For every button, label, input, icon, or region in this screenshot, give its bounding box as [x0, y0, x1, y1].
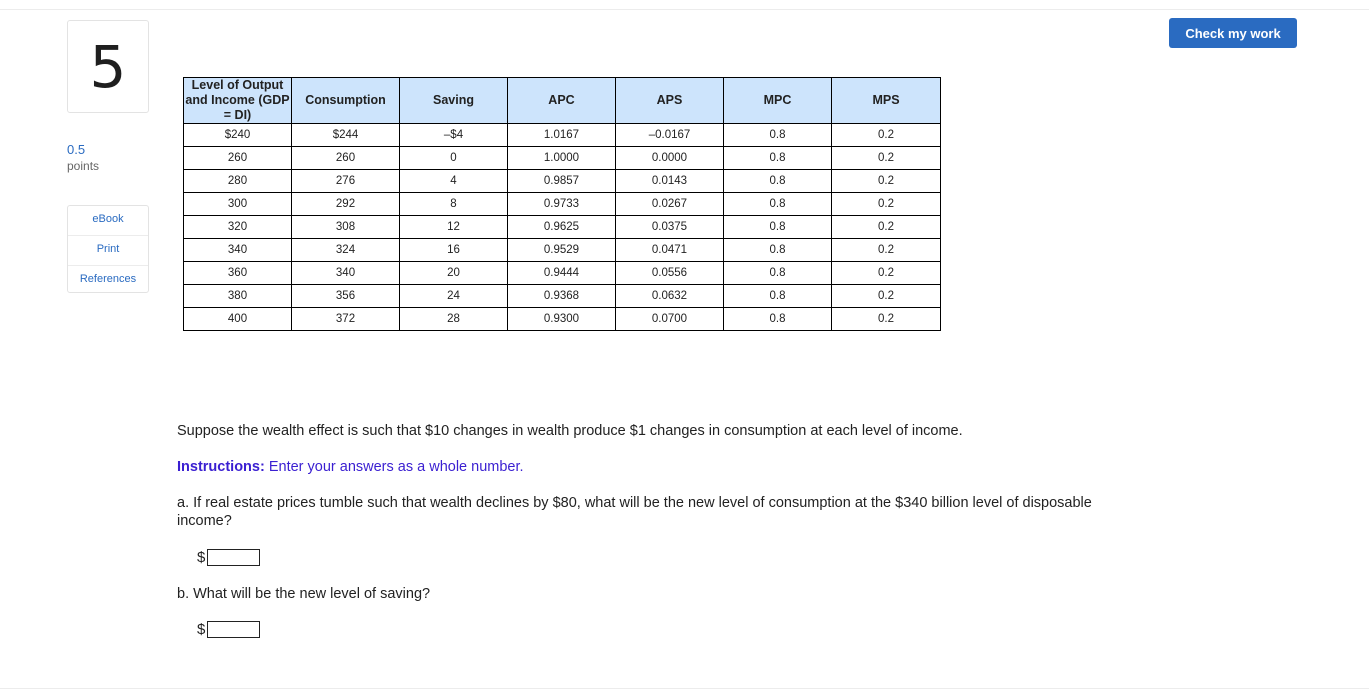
bottom-divider: [0, 688, 1369, 689]
cell-aps: 0.0632: [616, 285, 724, 308]
header-mps: MPS: [832, 78, 941, 124]
part-b-question: b. What will be the new level of saving?: [177, 586, 431, 602]
cell-apc: 0.9857: [508, 170, 616, 193]
cell-mpc: 0.8: [724, 170, 832, 193]
cell-aps: –0.0167: [616, 124, 724, 147]
consumption-saving-table: [183, 77, 941, 331]
cell-apc: 0.9625: [508, 216, 616, 239]
part-b-dollar-sign: $: [197, 621, 206, 638]
cell-mps: 0.2: [832, 239, 941, 262]
cell-consumption: 276: [292, 170, 400, 193]
cell-mps: 0.2: [832, 147, 941, 170]
cell-mps: 0.2: [832, 124, 941, 147]
table-header-row: [184, 78, 941, 124]
table-row: [184, 147, 941, 170]
header-mpc: MPC: [724, 78, 832, 124]
side-tools-panel: [67, 205, 149, 293]
instructions-label: Instructions:: [177, 459, 265, 475]
cell-saving: 28: [400, 308, 508, 331]
cell-saving: 12: [400, 216, 508, 239]
references-link[interactable]: References: [79, 273, 137, 285]
cell-mpc: 0.8: [724, 193, 832, 216]
header-aps: APS: [616, 78, 724, 124]
cell-mpc: 0.8: [724, 262, 832, 285]
cell-consumption: 308: [292, 216, 400, 239]
cell-output-income: 360: [184, 262, 292, 285]
question-number-box: [67, 20, 149, 113]
cell-output-income: 260: [184, 147, 292, 170]
table-row: [184, 124, 941, 147]
cell-mpc: 0.8: [724, 124, 832, 147]
check-my-work-button[interactable]: Check my work: [1169, 18, 1297, 48]
cell-saving: 4: [400, 170, 508, 193]
points-value: 0.5: [67, 142, 86, 157]
table-row: [184, 216, 941, 239]
cell-saving: –$4: [400, 124, 508, 147]
cell-mpc: 0.8: [724, 285, 832, 308]
part-b-answer-input[interactable]: [207, 621, 260, 638]
cell-apc: 0.9300: [508, 308, 616, 331]
cell-mps: 0.2: [832, 193, 941, 216]
cell-consumption: 372: [292, 308, 400, 331]
cell-apc: 1.0167: [508, 124, 616, 147]
cell-consumption: $244: [292, 124, 400, 147]
cell-aps: 0.0700: [616, 308, 724, 331]
cell-aps: 0.0375: [616, 216, 724, 239]
cell-mpc: 0.8: [724, 239, 832, 262]
table-row: [184, 308, 941, 331]
cell-aps: 0.0556: [616, 262, 724, 285]
cell-output-income: $240: [184, 124, 292, 147]
cell-apc: 0.9368: [508, 285, 616, 308]
header-apc: APC: [508, 78, 616, 124]
instructions-text: Enter your answers as a whole number.: [268, 459, 524, 475]
table-row: [184, 193, 941, 216]
table-row: [184, 170, 941, 193]
cell-mps: 0.2: [832, 262, 941, 285]
cell-mpc: 0.8: [724, 216, 832, 239]
table-row: [184, 262, 941, 285]
cell-output-income: 320: [184, 216, 292, 239]
cell-mps: 0.2: [832, 308, 941, 331]
part-a-answer-input[interactable]: [207, 549, 260, 566]
header-output-income: Level of Output and Income (GDP = DI): [185, 78, 290, 122]
cell-saving: 20: [400, 262, 508, 285]
cell-consumption: 324: [292, 239, 400, 262]
cell-consumption: 356: [292, 285, 400, 308]
cell-aps: 0.0143: [616, 170, 724, 193]
ebook-link[interactable]: eBook: [68, 206, 148, 236]
part-a-dollar-sign: $: [197, 549, 206, 566]
cell-saving: 24: [400, 285, 508, 308]
cell-apc: 0.9444: [508, 262, 616, 285]
cell-mps: 0.2: [832, 170, 941, 193]
cell-consumption: 340: [292, 262, 400, 285]
cell-output-income: 280: [184, 170, 292, 193]
cell-mpc: 0.8: [724, 308, 832, 331]
cell-consumption: 260: [292, 147, 400, 170]
cell-output-income: 400: [184, 308, 292, 331]
cell-mpc: 0.8: [724, 147, 832, 170]
cell-saving: 16: [400, 239, 508, 262]
header-saving: Saving: [400, 78, 508, 124]
cell-saving: 0: [400, 147, 508, 170]
cell-aps: 0.0000: [616, 147, 724, 170]
table-row: [184, 239, 941, 262]
part-a-question: a. If real estate prices tumble such that wealth declines by $80, what will be the new level of consumption at the $340 billion level of disposable income?: [177, 495, 1092, 529]
cell-aps: 0.0267: [616, 193, 724, 216]
question-number: 5: [89, 32, 127, 101]
cell-output-income: 340: [184, 239, 292, 262]
cell-apc: 0.9733: [508, 193, 616, 216]
part-b-answer-row: [197, 621, 260, 638]
cell-output-income: 380: [184, 285, 292, 308]
cell-mps: 0.2: [832, 216, 941, 239]
cell-mps: 0.2: [832, 285, 941, 308]
instructions: [177, 458, 524, 476]
points-label: points: [67, 159, 100, 173]
question-prompt: Suppose the wealth effect is such that $10 changes in wealth produce $1 changes in consumption at each level of income.: [177, 423, 963, 439]
cell-apc: 1.0000: [508, 147, 616, 170]
cell-apc: 0.9529: [508, 239, 616, 262]
cell-saving: 8: [400, 193, 508, 216]
part-a-answer-row: [197, 549, 260, 566]
header-consumption: Consumption: [292, 78, 400, 124]
table-body: [184, 124, 941, 331]
cell-consumption: 292: [292, 193, 400, 216]
cell-output-income: 300: [184, 193, 292, 216]
print-link[interactable]: Print: [68, 236, 148, 266]
table-row: [184, 285, 941, 308]
top-divider: [0, 9, 1369, 10]
cell-aps: 0.0471: [616, 239, 724, 262]
